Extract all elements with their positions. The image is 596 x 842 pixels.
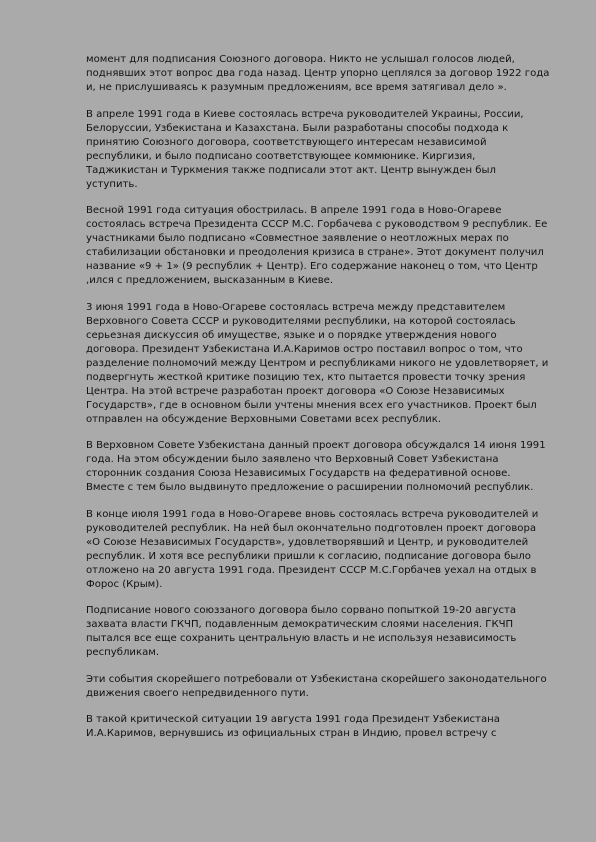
paragraph: Подписание нового союззаного договора было сорвано попыткой 19-20 августа захвата власти ГКЧП, подавленным демократическим слоями населения. ГКЧП пытался все еще сохранить центральную власть и не используя независимость республикам. [86,605,517,658]
paragraph: 3 июня 1991 года в Ново-Огареве состоялась встреча между представителем Верховного Совета СССР и руководителями республики, на которой состоялась серьезная дискуссия об имуществе, языке и о порядке утверждения нового договора. Президент Узбекистана И.А.Каримов остро поставил вопрос о том, что разделение полномочий между Центром и республиками никого не удовлетворяет, и подвергнуть жесткой критике позицию тех, кто пытается провести точку зрения Центра. На этой встрече разработан проект договора «О Союзе Независимых Государств», где в основном были учтены мнения всех его участников. Проект был отправлен на обсуждение Верховными Советами всех республик. [86,301,549,425]
document-body [86,53,550,754]
paragraph: Эти события скорейшего потребовали от Узбекистана скорейшего законодательного движения своего непредвиденного пути. [86,673,547,699]
paragraph: В Верховном Совете Узбекистана данный проект договора обсуждался 14 июня 1991 года. На этом обсуждении было заявлено что Верховный Совет Узбекистана сторонник создания Союза Независимых Государств на федеративной основе. Вместе с тем было выдвинуто предложение о расширении полномочий республик. [86,440,546,493]
paragraph: Весной 1991 года ситуация обострилась. В апреле 1991 года в Ново-Огареве состоялась встреча Президента СССР М.С. Горбачева с руководством 9 республик. Ее участниками было подписано «Совместное заявление о неотложных мерах по стабилизации обстановки и преодоления кризиса в стране». Этот документ получил название «9 + 1» (9 республик + Центр). Его содержание наконец о том, что Центр ,ился с предложением, высказанным в Киеве. [86,205,548,286]
paragraph: В такой критической ситуации 19 августа 1991 года Президент Узбекистана И.А.Каримов, вернувшись из официальных стран в Индию, провел встречу с [86,714,500,739]
paragraph: В апреле 1991 года в Киеве состоялась встреча руководителей Украины, России, Белоруссии, Узбекистана и Казахстана. Были разработаны способы подхода к принятию Союзного договора, соответствующего интересам независимой республики, и было подписано соответствующее коммюнике. Киргизия, Таджикистан и Туркмения также подписали этот акт. Центр вынужден был уступить. [86,108,524,190]
paragraph: В конце июля 1991 года в Ново-Огареве вновь состоялась встреча руководителей и руководителей республик. На ней был окончательно подготовлен проект договора «О Союзе Независимых Государств», удовлетворявший и Центр, и руководителей республик. И хотя все республики пришли к согласию, подписание договора было отложено на 20 августа 1991 года. Президент СССР М.С.Горбачев уехал на отдых в Форос (Крым). [86,508,539,590]
paragraph: момент для подписания Союзного договора. Никто не услышал голосов людей, поднявших этот вопрос два года назад. Центр упорно цеплялся за договор 1922 года и, не прислушиваясь к разумным предложениям, все время затягивал дело ». [86,54,550,93]
